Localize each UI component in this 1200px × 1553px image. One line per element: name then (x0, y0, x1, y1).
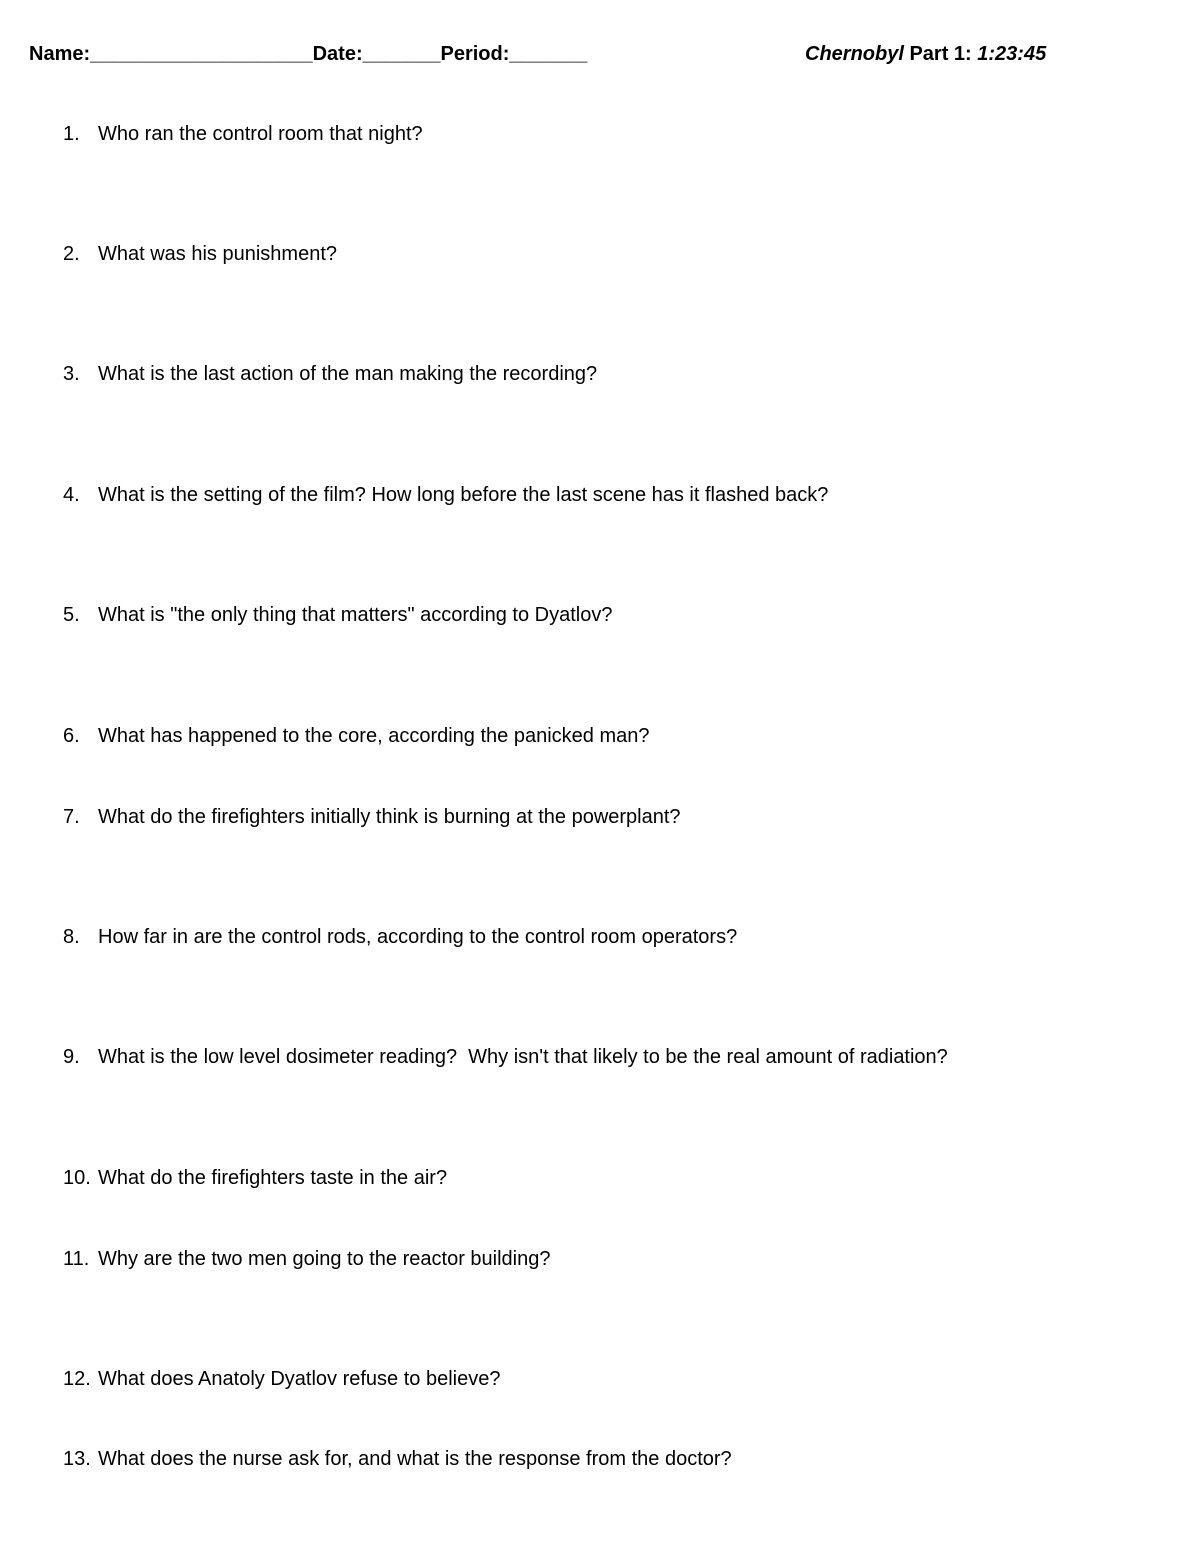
question-number: 3. (63, 363, 80, 385)
part-label: Part 1: (903, 43, 978, 65)
question-number: 6. (63, 725, 80, 747)
period-label: Period: (440, 43, 510, 65)
question-number: 5. (63, 604, 80, 626)
question-number: 2. (63, 243, 80, 265)
question-2 (63, 241, 337, 267)
question-text: What do the firefighters initially think is burning at the powerplant? (98, 806, 681, 828)
question-number: 12. (63, 1368, 91, 1390)
question-7 (63, 804, 681, 830)
question-4 (63, 482, 828, 508)
date-label: Date: (312, 43, 363, 65)
question-3 (63, 361, 597, 387)
question-number: 10. (63, 1167, 91, 1189)
question-13 (63, 1446, 732, 1472)
name-label: Name: (29, 43, 91, 65)
question-number: 9. (63, 1046, 80, 1068)
question-number: 1. (63, 123, 80, 145)
question-number: 8. (63, 926, 80, 948)
question-text: What has happened to the core, according the panicked man? (98, 725, 650, 747)
question-text: What was his punishment? (98, 243, 338, 265)
question-11 (63, 1246, 550, 1272)
question-number: 4. (63, 484, 80, 506)
show-title: Chernobyl (805, 43, 904, 65)
question-10 (63, 1165, 447, 1191)
question-1 (63, 121, 423, 147)
question-12 (63, 1366, 500, 1392)
question-text: What do the firefighters taste in the air? (98, 1167, 448, 1189)
worksheet-title (805, 40, 1046, 68)
question-text: What does the nurse ask for, and what is the response from the doctor? (98, 1448, 732, 1470)
question-text: What does Anatoly Dyatlov refuse to believe? (98, 1368, 501, 1390)
question-text: Why are the two men going to the reactor building? (98, 1248, 551, 1270)
question-text: What is the low level dosimeter reading? Why isn't that likely to be the real amount of radiation? (98, 1046, 948, 1068)
question-number: 13. (63, 1448, 91, 1470)
question-text: How far in are the control rods, according to the control room operators? (98, 926, 738, 948)
question-text: Who ran the control room that night? (98, 123, 423, 145)
date-blank: _______ (362, 43, 441, 65)
question-text: What is the last action of the man making the recording? (98, 363, 598, 385)
worksheet-header (29, 40, 1179, 68)
episode-title: 1:23:45 (977, 43, 1047, 65)
question-6 (63, 723, 649, 749)
period-blank: _______ (509, 43, 588, 65)
question-number: 11. (63, 1248, 90, 1270)
question-9 (63, 1044, 948, 1070)
question-text: What is "the only thing that matters" according to Dyatlov? (98, 604, 613, 626)
question-5 (63, 602, 612, 628)
question-text: What is the setting of the film? How long before the last scene has it flashed back? (98, 484, 829, 506)
question-8 (63, 924, 737, 950)
name-blank: ____________________ (90, 43, 313, 65)
question-number: 7. (63, 806, 80, 828)
student-info-fields (29, 40, 587, 68)
